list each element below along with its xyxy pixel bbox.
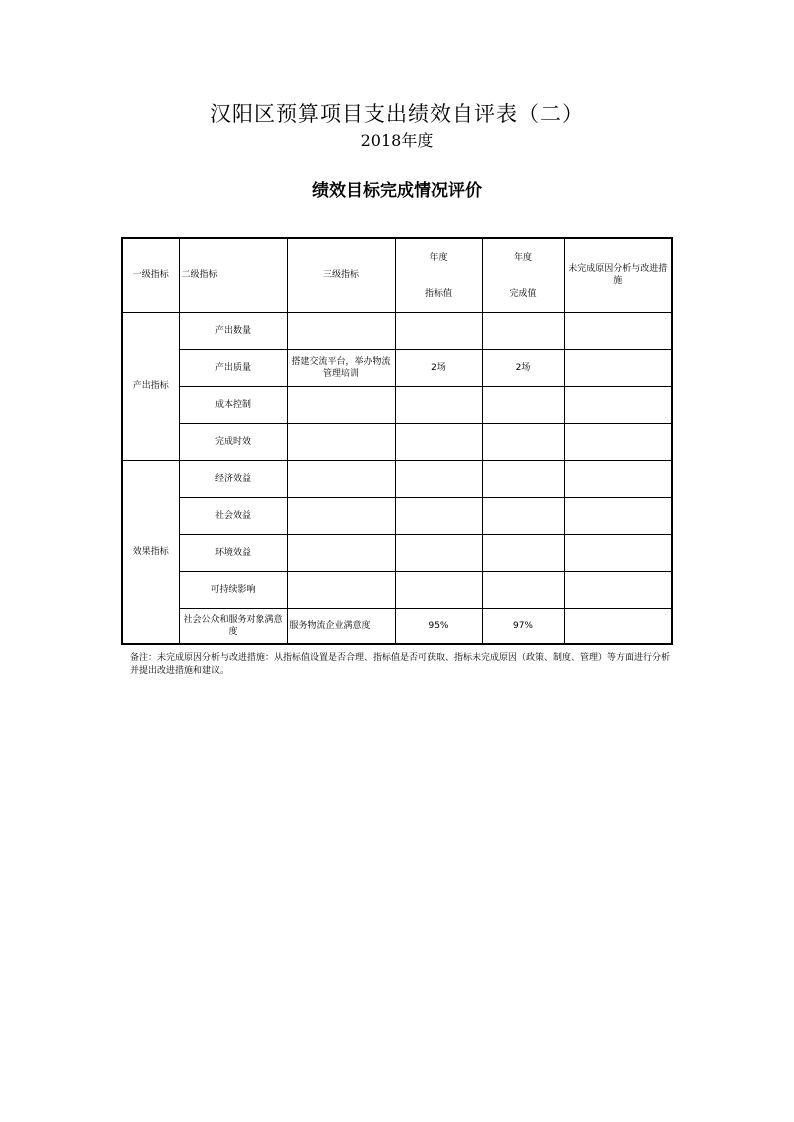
target-cell xyxy=(395,534,482,571)
target-cell: 2场 xyxy=(395,349,482,386)
level2-cell: 完成时效 xyxy=(179,423,287,460)
header-level3: 三级指标 xyxy=(287,238,395,312)
target-cell xyxy=(395,423,482,460)
actual-cell xyxy=(482,386,564,423)
reason-cell xyxy=(564,571,672,608)
reason-cell xyxy=(564,386,672,423)
footnote: 备注：未完成原因分析与改进措施：从指标值设置是否合理、指标值是否可获取、指标未完成原因（政策、制度、管理）等方面进行分析并提出改进措施和建议。 xyxy=(130,653,671,676)
header-actual-bottom: 完成值 xyxy=(509,289,537,300)
reason-cell xyxy=(564,608,672,644)
reason-cell xyxy=(564,497,672,534)
level2-cell: 可持续影响 xyxy=(179,571,287,608)
table-row xyxy=(122,423,672,460)
target-cell xyxy=(395,386,482,423)
table-row xyxy=(122,497,672,534)
table-row xyxy=(122,608,672,644)
level3-cell xyxy=(287,312,395,349)
group-label-effect: 效果指标 xyxy=(122,460,179,644)
target-cell: 95% xyxy=(395,608,482,644)
table-row xyxy=(122,571,672,608)
header-actual-top: 年度 xyxy=(513,253,532,264)
evaluation-table xyxy=(121,237,673,645)
reason-cell xyxy=(564,534,672,571)
group-label-output: 产出指标 xyxy=(122,312,179,460)
header-target-top: 年度 xyxy=(429,253,448,264)
reason-cell xyxy=(564,312,672,349)
level2-cell: 社会效益 xyxy=(179,497,287,534)
level2-cell: 成本控制 xyxy=(179,386,287,423)
header-level1: 一级指标 xyxy=(122,238,179,312)
level2-cell: 社会公众和服务对象满意度 xyxy=(179,608,287,644)
actual-cell: 2场 xyxy=(482,349,564,386)
section-subtitle: 绩效目标完成情况评价 xyxy=(312,181,482,201)
header-level2: 二级指标 xyxy=(179,238,287,312)
table-row xyxy=(122,349,672,386)
level3-cell xyxy=(287,386,395,423)
table-row xyxy=(122,534,672,571)
header-target xyxy=(395,238,482,312)
document-year: 2018年度 xyxy=(360,131,434,150)
reason-cell xyxy=(564,423,672,460)
target-cell xyxy=(395,571,482,608)
level3-cell xyxy=(287,571,395,608)
actual-cell: 97% xyxy=(482,608,564,644)
level3-cell xyxy=(287,497,395,534)
level3-cell xyxy=(287,423,395,460)
header-actual xyxy=(482,238,564,312)
level3-cell: 服务物流企业满意度 xyxy=(287,608,395,644)
actual-cell xyxy=(482,312,564,349)
header-reason: 未完成原因分析与改进措施 xyxy=(564,238,672,312)
actual-cell xyxy=(482,534,564,571)
reason-cell xyxy=(564,349,672,386)
actual-cell xyxy=(482,497,564,534)
target-cell xyxy=(395,312,482,349)
target-cell xyxy=(395,460,482,497)
level2-cell: 产出质量 xyxy=(179,349,287,386)
level3-cell: 搭建交流平台，举办物流管理培训 xyxy=(287,349,395,386)
level2-cell: 产出数量 xyxy=(179,312,287,349)
table-header-row xyxy=(122,238,672,312)
level2-cell: 环境效益 xyxy=(179,534,287,571)
reason-cell xyxy=(564,460,672,497)
actual-cell xyxy=(482,460,564,497)
table-row xyxy=(122,460,672,497)
actual-cell xyxy=(482,423,564,460)
actual-cell xyxy=(482,571,564,608)
level2-cell: 经济效益 xyxy=(179,460,287,497)
table-row xyxy=(122,386,672,423)
header-target-bottom: 指标值 xyxy=(424,289,452,300)
level3-cell xyxy=(287,460,395,497)
table-row xyxy=(122,312,672,349)
level3-cell xyxy=(287,534,395,571)
document-title: 汉阳区预算项目支出绩效自评表（二） xyxy=(210,102,584,126)
target-cell xyxy=(395,497,482,534)
